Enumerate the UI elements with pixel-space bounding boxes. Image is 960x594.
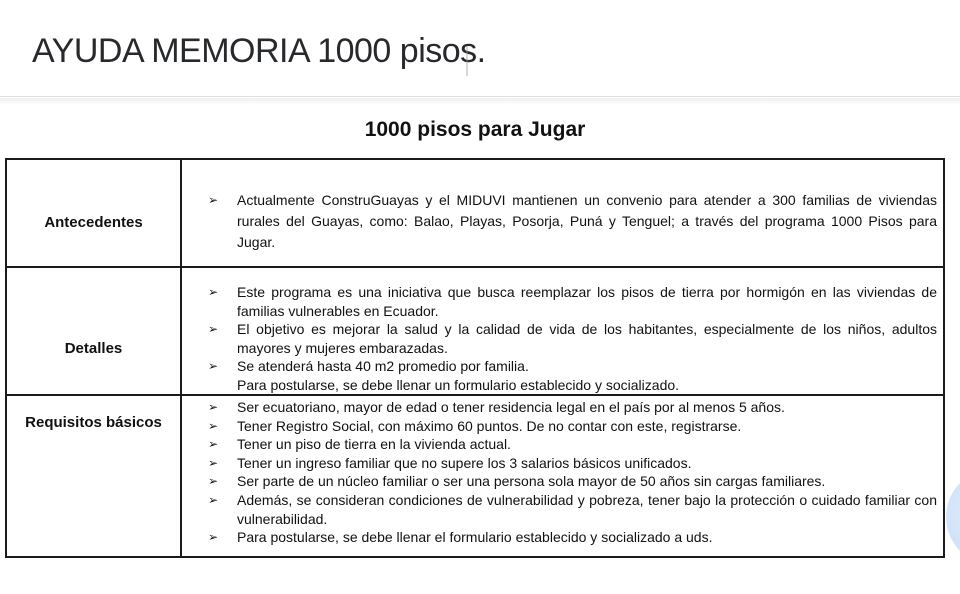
bullet-item-text: Tener un piso de tierra en la vivienda actual. bbox=[237, 436, 511, 453]
bullet-item-text: Se atenderá hasta 40 m2 promedio por familia. bbox=[237, 358, 529, 375]
bullet-item-text: Actualmente ConstruGuayas y el MIDUVI mantienen un convenio para atender a 300 familias de viviendas rurales del Guayas, como: Balao, Playas, Posorja, Puná y Tenguel; a través del programa 1000 Pisos para Jugar. bbox=[237, 192, 937, 250]
arrow-bullet-icon: ➢ bbox=[208, 474, 219, 489]
bullet-item bbox=[208, 417, 937, 436]
table-row-antecedentes bbox=[7, 160, 943, 266]
bullet-spacer bbox=[208, 376, 237, 395]
bullet-item bbox=[208, 472, 937, 491]
arrow-bullet-icon: ➢ bbox=[208, 285, 219, 299]
bullet-item bbox=[208, 454, 937, 473]
page-title: AYUDA MEMORIA 1000 pisos. bbox=[32, 32, 486, 70]
bullet-item bbox=[208, 435, 937, 454]
bullet-item-text: Para postularse, se debe llenar un formulario establecido y socializado. bbox=[237, 376, 680, 393]
row-content-requisitos-basicos bbox=[182, 396, 943, 556]
app-header bbox=[0, 0, 960, 97]
document-subtitle: 1000 pisos para Jugar bbox=[364, 118, 586, 141]
bullet-item-text: Tener un ingreso familiar que no supere los 3 salarios básicos unificados. bbox=[237, 454, 692, 471]
bullet-item-text: Ser parte de un núcleo familiar o ser una persona sola mayor de 50 años sin cargas familiares. bbox=[237, 473, 826, 490]
floating-overlay-button[interactable] bbox=[946, 469, 960, 565]
text-cursor bbox=[466, 46, 468, 76]
bullet-item-text: Para postularse, se debe llenar el formulario establecido y socializado a uds. bbox=[237, 529, 713, 546]
info-table bbox=[5, 158, 945, 558]
arrow-bullet-icon: ➢ bbox=[208, 359, 219, 374]
row-content-detalles bbox=[182, 268, 943, 395]
arrow-bullet-icon: ➢ bbox=[208, 455, 219, 470]
arrow-bullet-icon: ➢ bbox=[208, 530, 219, 545]
bullet-item bbox=[208, 190, 937, 253]
bullet-item bbox=[208, 398, 937, 417]
row-content-antecedentes bbox=[182, 160, 943, 266]
row-label-antecedentes: Antecedentes bbox=[7, 160, 182, 266]
table-row-requisitos-basicos bbox=[7, 394, 943, 556]
arrow-bullet-icon: ➢ bbox=[208, 193, 219, 207]
row-label-detalles: Detalles bbox=[7, 268, 182, 395]
arrow-bullet-icon: ➢ bbox=[208, 322, 219, 337]
bullet-item-text: Además, se consideran condiciones de vulnerabilidad y pobreza, tener bajo la protección o cuidado familiar con vulnerabilidad. bbox=[237, 491, 937, 527]
row-label-requisitos-basicos: Requisitos básicos bbox=[7, 396, 182, 556]
arrow-bullet-icon: ➢ bbox=[208, 400, 219, 414]
arrow-bullet-icon: ➢ bbox=[208, 492, 219, 507]
bullet-item-text: Este programa es una iniciativa que busca reemplazar los pisos de tierra por hormigón en las viviendas de familias vulnerables en Ecuador. bbox=[237, 284, 937, 319]
arrow-bullet-icon: ➢ bbox=[208, 437, 219, 452]
arrow-bullet-icon: ➢ bbox=[208, 418, 219, 433]
bullet-item bbox=[208, 357, 937, 376]
bullet-item bbox=[208, 320, 937, 357]
bullet-item bbox=[208, 283, 937, 320]
bullet-item bbox=[208, 376, 937, 395]
table-row-detalles bbox=[7, 266, 943, 394]
bullet-item bbox=[208, 528, 937, 547]
bullet-item-text: Ser ecuatoriano, mayor de edad o tener residencia legal en el país por al menos 5 años. bbox=[237, 399, 785, 415]
bullet-item-text: Tener Registro Social, con máximo 60 puntos. De no contar con este, registrarse. bbox=[237, 417, 742, 434]
bullet-item-text: El objetivo es mejorar la salud y la calidad de vida de los habitantes, especialmente de los niños, adultos mayores y mujeres embarazadas. bbox=[237, 321, 937, 356]
bullet-item bbox=[208, 491, 937, 528]
